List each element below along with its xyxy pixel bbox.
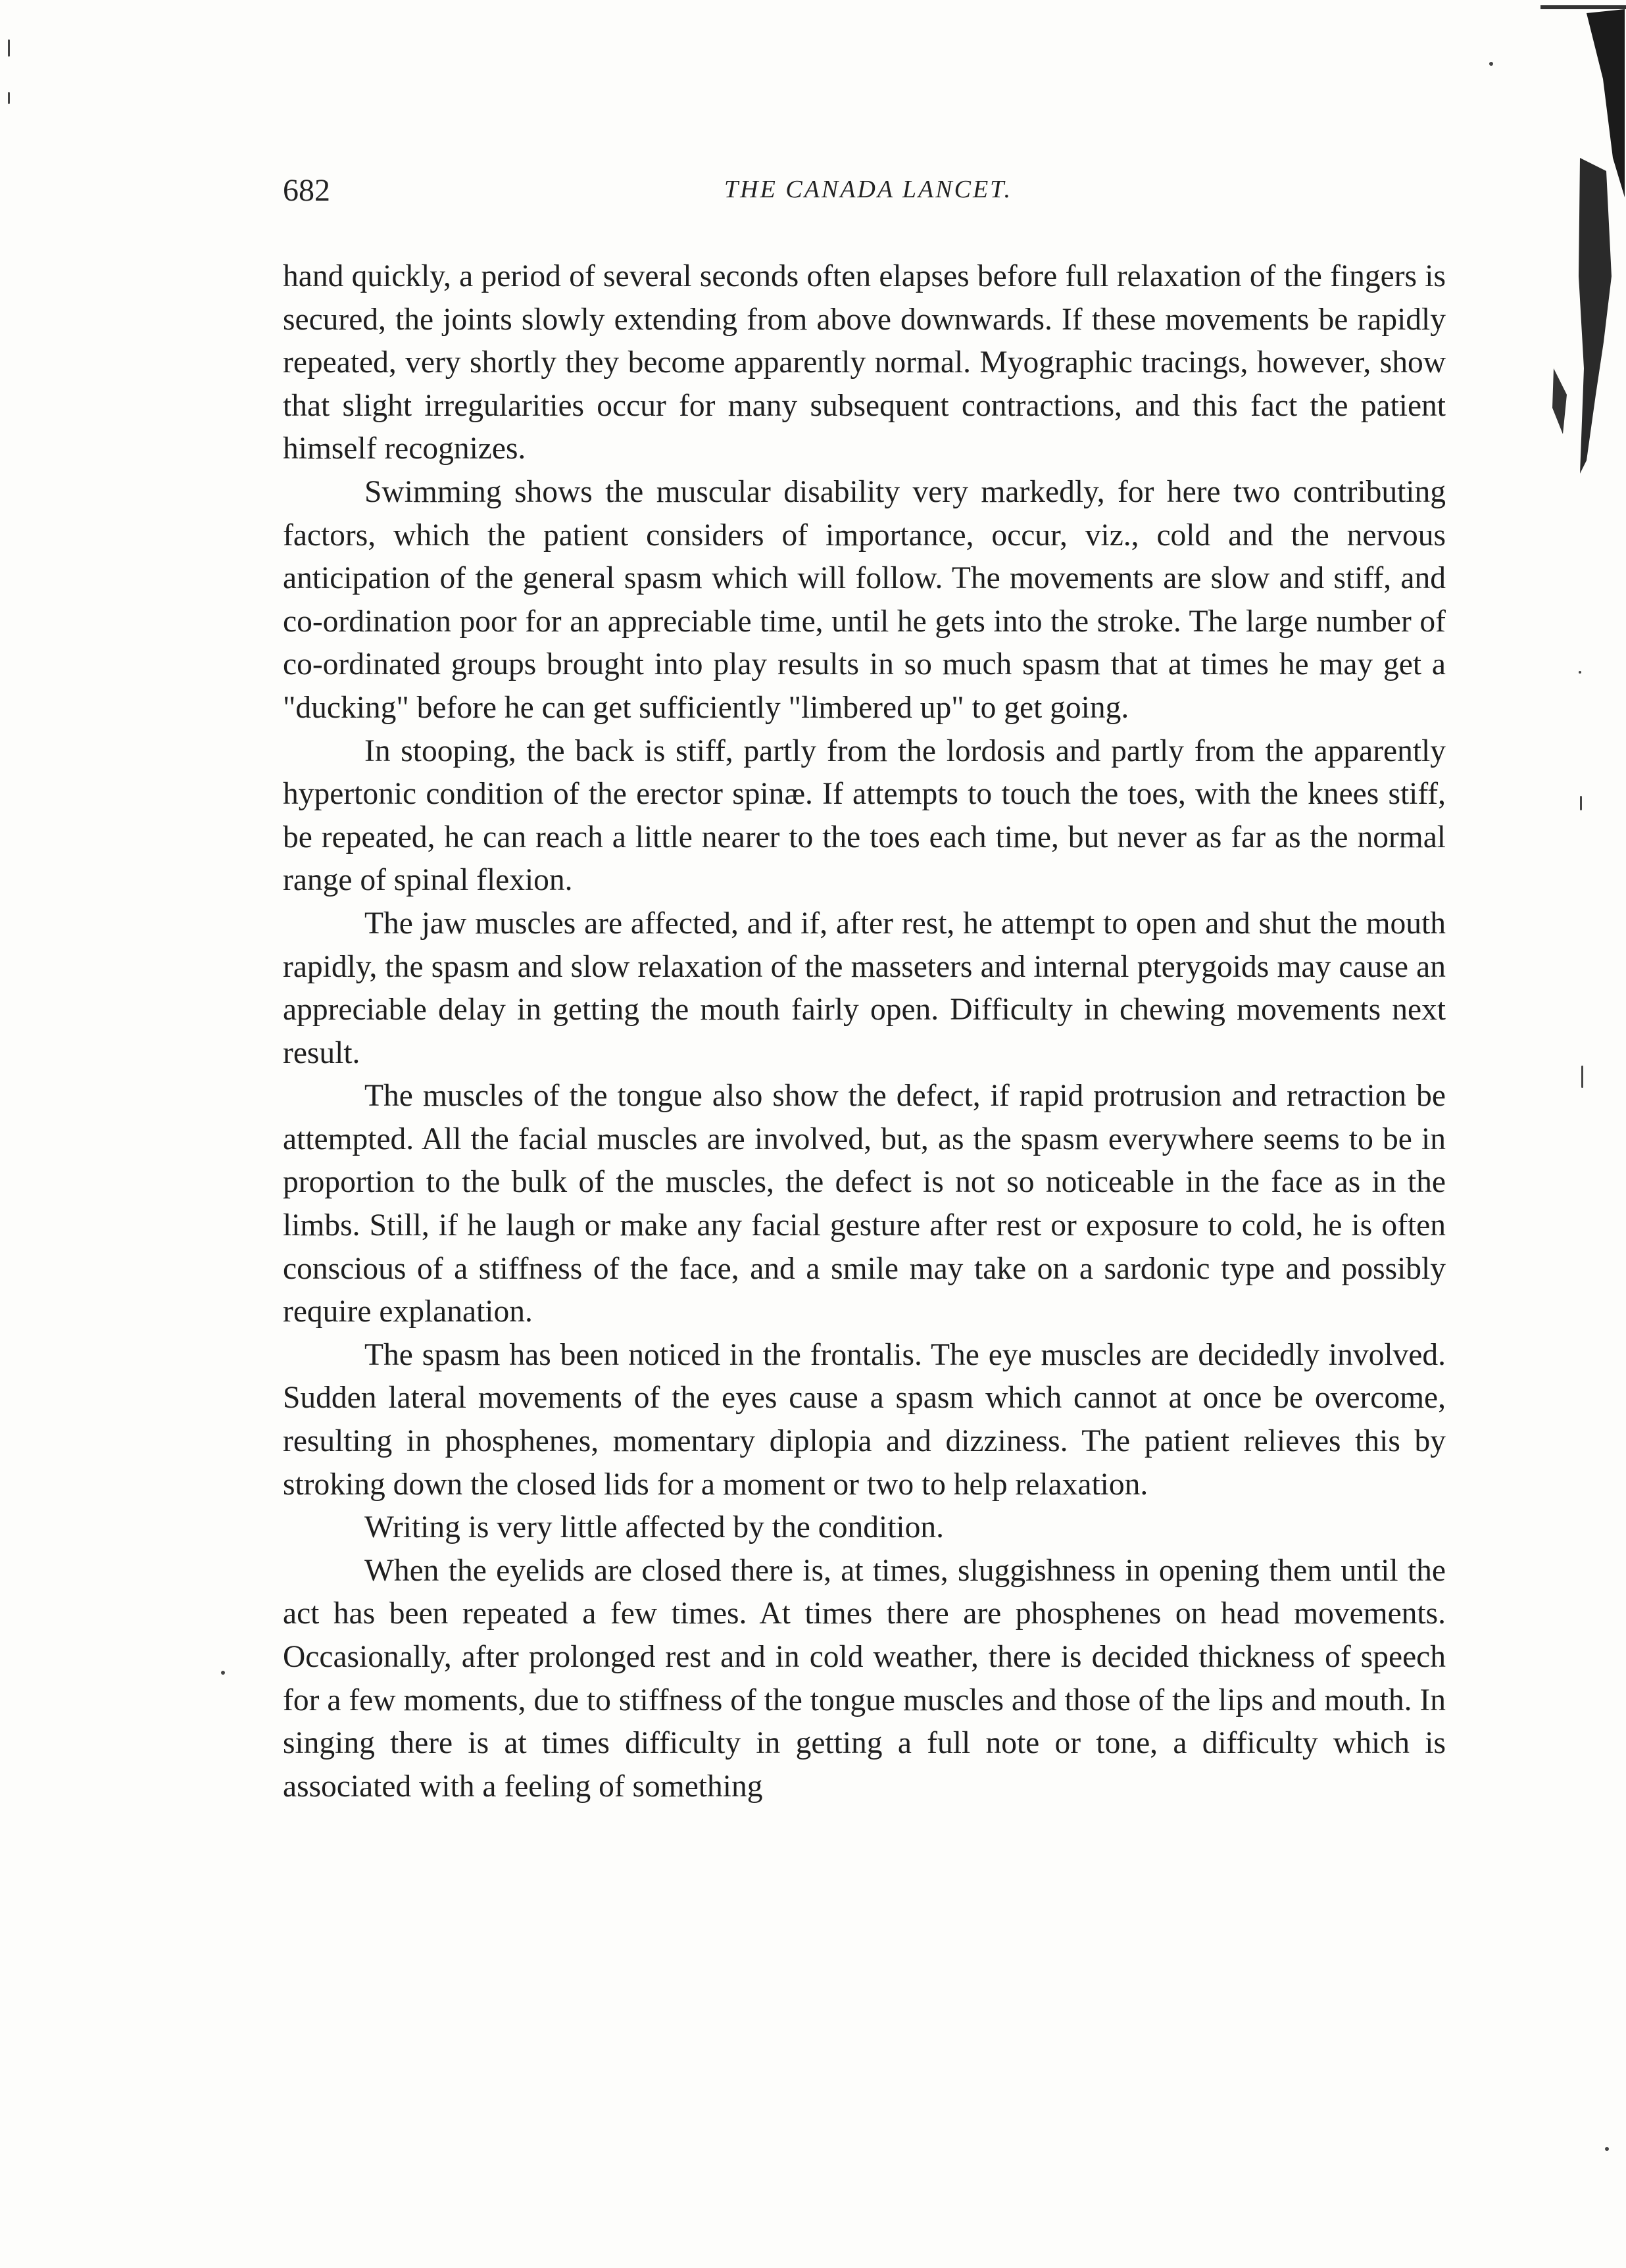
margin-speck (8, 39, 10, 57)
paragraph: In stooping, the back is stiff, partly from the lordosis and partly from the apparently hypertonic condition of the erector spinæ. If attempts to touch the toes, with the knees stiff, be repeated, he can reach a little nearer to the toes each time, but never as far as the normal range of spinal flexion. (283, 733, 1446, 898)
paragraph: When the eyelids are closed there is, at times, sluggishness in opening them until the act has been repeated a few times. At times there are phosphenes on head movements. Occasionally, after prolonged rest and in cold weather, there is decided thickness of speech for a few moments, due to stiffness of the tongue muscles and those of the lips and mouth. In singing there is at times difficulty in getting a full note or tone, a difficulty which is associated with a feeling of something (283, 1553, 1446, 1804)
page-header (283, 172, 1454, 225)
margin-speck (1489, 62, 1493, 66)
running-title: THE CANADA LANCET. (724, 176, 1012, 203)
margin-speck (8, 92, 10, 104)
margin-speck (1579, 671, 1581, 674)
margin-speck (221, 1671, 225, 1675)
body-text (283, 255, 1446, 1808)
paragraph: Swimming shows the muscular disability very markedly, for here two contributing factors, which the patient considers of importance, occur, viz., cold and the nervous anticipation of the general spasm which will follow. The movements are slow and stiff, and co-ordination poor for an appreciable time, until he gets into the stroke. The large number of co-ordinated groups brought into play results in so much spasm that at times he may get a "ducking" before he can get sufficiently "limbered up" to get going. (283, 474, 1446, 725)
margin-speck (1580, 796, 1582, 810)
paragraph: The spasm has been noticed in the frontalis. The eye muscles are decidedly involved. Sudden lateral movements of the eyes cause a spasm which cannot at once be overcome, resulting in phosphenes, momentary diplopia and dizziness. The patient relieves this by stroking down the closed lids for a moment or two to help relaxation. (283, 1337, 1446, 1502)
paragraph: The muscles of the tongue also show the defect, if rapid protrusion and retraction be attempted. All the facial muscles are involved, but, as the spasm everywhere seems to be in proportion to the bulk of the muscles, the defect is not so noticeable in the face as in the limbs. Still, if he laugh or make any facial gesture after rest or exposure to cold, he is often conscious of a stiffness of the face, and a smile may take on a sardonic type and possibly require explanation. (283, 1079, 1446, 1329)
page-number: 682 (283, 173, 330, 208)
paragraph: hand quickly, a period of several seconds often elapses before full relaxation of the fingers is secured, the joints slowly extending from above downwards. If these movements be rapidly repeated, very shortly they become apparently normal. Myographic tracings, however, show that slight irregularities occur for many subsequent contractions, and this fact the patient himself recognizes. (283, 259, 1446, 466)
paragraph: The jaw muscles are affected, and if, after rest, he attempt to open and shut the mouth rapidly, the spasm and slow relaxation of the masseters and internal pterygoids may cause an appreciable delay in getting the mouth fairly open. Difficulty in chewing movements next result. (283, 906, 1446, 1070)
margin-speck (1581, 1066, 1583, 1088)
binding-edge-artifact (1540, 0, 1626, 500)
margin-speck (1605, 2147, 1609, 2151)
paragraph: Writing is very little affected by the condition. (364, 1510, 944, 1545)
